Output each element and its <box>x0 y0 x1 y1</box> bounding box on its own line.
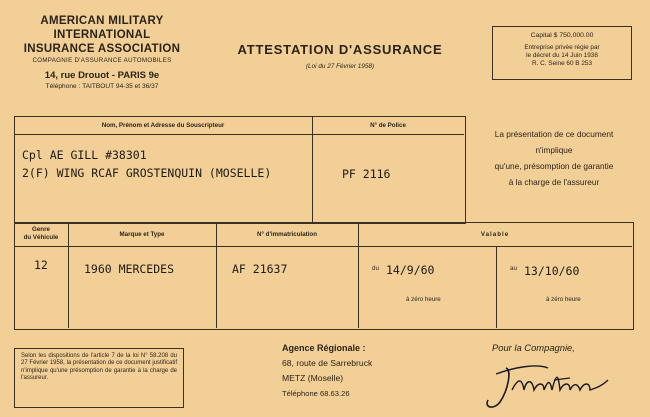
handwritten-signature <box>478 360 628 414</box>
policy-number: PF 2116 <box>342 167 391 181</box>
capital-box <box>492 26 632 80</box>
policy-header: N° de Police <box>370 122 406 129</box>
agency-city: METZ (Moselle) <box>282 373 344 383</box>
agency-block <box>282 341 372 401</box>
validity-to-time: à zéro heure <box>546 296 581 303</box>
company-address: 14, rue Drouot - PARIS 9e <box>44 70 160 81</box>
company-block <box>14 14 190 90</box>
signature-label: Pour la Compagnie, <box>492 342 575 353</box>
registration-header: N° d'immatriculation <box>257 231 317 238</box>
side-note-line3: qu'une, présomption de garantie <box>494 161 614 171</box>
document-law: (Loi du 27 Février 1958) <box>305 63 375 70</box>
vehicle-header-line <box>14 246 632 247</box>
capital-line2: le décret du 14 Juin 1938 <box>526 52 598 59</box>
make-header: Marque et Type <box>119 231 165 238</box>
validity-to-label: au <box>510 265 517 272</box>
validity-header: Valable <box>480 231 510 238</box>
capital-line3: R. C. Seine 60 B 253 <box>531 60 593 67</box>
company-name-line1: AMERICAN MILITARY <box>40 15 164 27</box>
subscriber-header-line <box>14 134 464 135</box>
agency-title: Agence Régionale : <box>282 343 366 353</box>
validity-from-label: du <box>372 265 379 272</box>
side-note-line4: à la charge de l'assureur <box>508 177 600 187</box>
capital-amount: Capital $ 750,000.00 <box>530 32 594 39</box>
validity-from-time: à zéro heure <box>406 296 441 303</box>
side-note-line1: La présentation de ce document <box>494 129 614 139</box>
side-note-line2: n'implique <box>535 145 573 155</box>
company-subtitle: COMPAGNIE D'ASSURANCE AUTOMOBILES <box>32 57 172 64</box>
validity-from-date: 14/9/60 <box>386 263 435 277</box>
subscriber-header: Nom, Prénom et Adresse du Souscripteur <box>101 122 225 129</box>
genre-header-line2: du Véhicule <box>23 234 59 241</box>
vehicle-registration: AF 21637 <box>232 262 288 276</box>
company-name-line3: INSURANCE ASSOCIATION <box>23 43 181 55</box>
genre-header-line1: Genre <box>32 226 50 233</box>
company-name-line2: INTERNATIONAL <box>53 29 151 41</box>
validity-to-date: 13/10/60 <box>524 264 580 278</box>
subscriber-name: Cpl AE GILL #38301 <box>22 148 147 162</box>
footnote-box <box>14 348 184 408</box>
subscriber-address: 2(F) WING RCAF GROSTENQUIN (MOSELLE) <box>22 166 272 180</box>
vehicle-divider-4 <box>496 246 497 328</box>
vehicle-make: 1960 MERCEDES <box>84 262 175 276</box>
document-title: ATTESTATION D'ASSURANCE <box>237 42 443 57</box>
company-telephone: Téléphone : TAITBOUT 94-35 et 36/37 <box>45 83 159 90</box>
subscriber-divider <box>312 116 313 222</box>
side-note <box>468 126 640 190</box>
genre-header <box>14 226 68 242</box>
capital-line1: Entreprise privée régie par <box>524 44 600 51</box>
agency-street: 68, route de Sarrebruck <box>282 358 373 368</box>
vehicle-genre: 12 <box>34 258 48 272</box>
agency-phone: Téléphone 68.63.26 <box>282 389 350 398</box>
footnote-text: Selon les dispositions de l'article 7 de la loi N° 58.208 du 27 Février 1958, la présentation de ce document justificatif n'implique qu'une présomption de garantie à la charge de l'assureur. <box>21 353 177 382</box>
